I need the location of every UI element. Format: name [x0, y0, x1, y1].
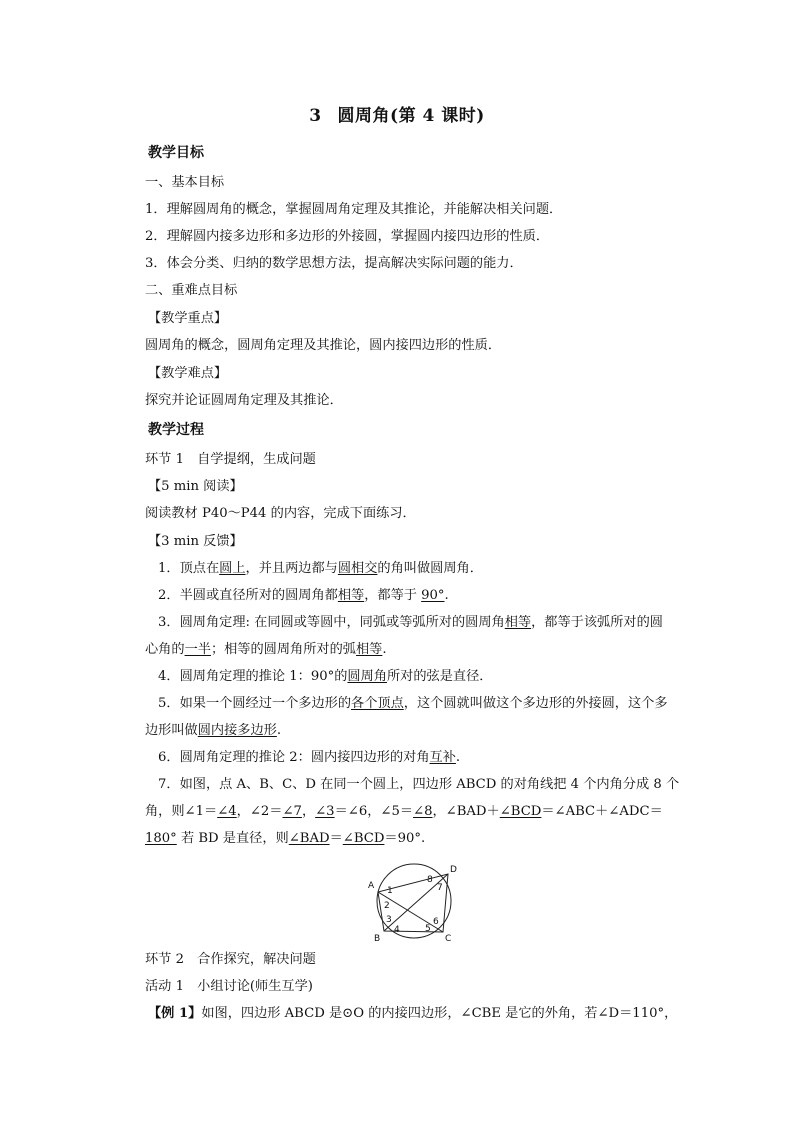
angle-label: 6	[433, 917, 439, 927]
answer-blank: 圆内接多边形	[197, 723, 277, 738]
difficulty-label: 【教学难点】	[148, 366, 228, 381]
question-3-line-1: 3．圆周角定理: 在同圆或等圆中，同弧或等弧所对的圆周角相等，都等于该弧所对的圆	[158, 615, 663, 630]
answer-blank: 圆相交	[337, 561, 378, 576]
answer-blank: 相等	[504, 615, 532, 630]
example-1	[148, 1004, 677, 1024]
question-1: 1．顶点在圆上，并且两边都与圆相交的角叫做圆周角．	[158, 561, 483, 576]
answer-blank: 一半	[184, 642, 211, 657]
inscribed-quadrilateral-figure	[364, 860, 464, 942]
angle-label: 2	[384, 901, 390, 911]
feedback-label: 【3 min 反馈】	[148, 534, 243, 549]
point-label: A	[368, 881, 375, 891]
basic-goals-heading: 一、基本目标	[145, 175, 225, 190]
example-1-label: 【例 1】	[148, 1006, 202, 1021]
answer-blank: 90°	[421, 588, 445, 603]
question-4: 4．圆周角定理的推论 1：90°的圆周角所对的弦是直径．	[158, 669, 493, 684]
point-label: B	[374, 934, 381, 942]
answer-blank: 各个顶点	[351, 696, 404, 711]
section-heading-goals: 教学目标	[148, 145, 204, 161]
answer-blank: ∠BCD	[342, 831, 385, 846]
question-6: 6．圆周角定理的推论 2：圆内接四边形的对角互补.	[158, 750, 461, 765]
question-2: 2．半圆或直径所对的圆周角都相等，都等于 90°.	[158, 588, 449, 603]
question-5-line-1: 5．如果一个圆经过一个多边形的各个顶点，这个圆就叫做这个多边形的外接圆，这个多	[158, 696, 668, 711]
stage-2-heading: 环节 2 合作探究，解决问题	[145, 952, 316, 967]
point-label: D	[450, 865, 457, 875]
angle-label: 1	[387, 886, 393, 896]
answer-blank: ∠7	[282, 804, 302, 819]
answer-blank: 圆上	[219, 561, 246, 576]
question-5-line-2: 边形叫做圆内接多边形.	[145, 723, 282, 738]
answer-blank: 互补	[429, 750, 456, 765]
angle-label: 8	[427, 875, 433, 885]
question-3-line-2: 心角的一半；相等的圆周角所对的弧相等.	[145, 642, 387, 657]
circle-diagram	[364, 860, 464, 942]
angle-label: 4	[394, 925, 400, 935]
angle-label: 3	[386, 915, 392, 925]
answer-blank: 相等	[337, 588, 365, 603]
answer-blank: ∠BAD	[288, 831, 330, 846]
title-text: 圆周角(第 4 课时)	[337, 106, 485, 126]
point-label: C	[445, 934, 452, 942]
answer-blank: 圆周角	[347, 669, 387, 684]
angle-label: 5	[425, 924, 431, 934]
basic-goal-item: 2．理解圆内接多边形和多边形的外接圆，掌握圆内接四边形的性质．	[145, 229, 550, 244]
angle-label: 7	[437, 883, 443, 893]
question-7-line-1: 7．如图，点 A、B、C、D 在同一个圆上，四边形 ABCD 的对角线把 4 个内角分成 8 个	[158, 777, 680, 792]
answer-blank: ∠BCD	[499, 804, 542, 819]
section-heading-process: 教学过程	[148, 422, 204, 438]
question-7-line-2: 角，则∠1＝∠4，∠2＝∠7，∠3＝∠6，∠5＝∠8，∠BAD＋∠BCD＝∠ABC＋∠ADC＝	[145, 804, 663, 819]
title-number: 3	[309, 106, 322, 126]
read-text: 阅读教材 P40～P44 的内容，完成下面练习．	[145, 506, 416, 521]
answer-blank: ∠4	[217, 804, 237, 819]
stage-1-heading: 环节 1 自学提纲，生成问题	[145, 452, 316, 467]
focus-text: 圆周角的概念，圆周角定理及其推论，圆内接四边形的性质．	[145, 338, 502, 353]
focus-label: 【教学重点】	[148, 311, 228, 326]
basic-goal-item: 1．理解圆周角的概念，掌握圆周角定理及其推论，并能解决相关问题．	[145, 202, 563, 217]
question-7-line-3: 180° 若 BD 是直径，则∠BAD＝∠BCD＝90°.	[145, 831, 426, 846]
answer-blank: ∠8	[413, 804, 433, 819]
answer-blank: 180°	[145, 831, 177, 846]
answer-blank: ∠3	[315, 804, 335, 819]
page-title	[0, 101, 794, 126]
example-1-text: 如图，四边形 ABCD 是⊙O 的内接四边形，∠CBE 是它的外角，若∠D＝110°，	[201, 1006, 678, 1021]
difficulty-text: 探究并论证圆周角定理及其推论．	[145, 393, 343, 408]
read-label: 【5 min 阅读】	[148, 479, 243, 494]
basic-goal-item: 3．体会分类、归纳的数学思想方法，提高解决实际问题的能力．	[145, 256, 523, 271]
activity-1-heading: 活动 1 小组讨论(师生互学)	[145, 979, 313, 994]
answer-blank: 相等	[356, 642, 383, 657]
key-goals-heading: 二、重难点目标	[145, 283, 238, 298]
